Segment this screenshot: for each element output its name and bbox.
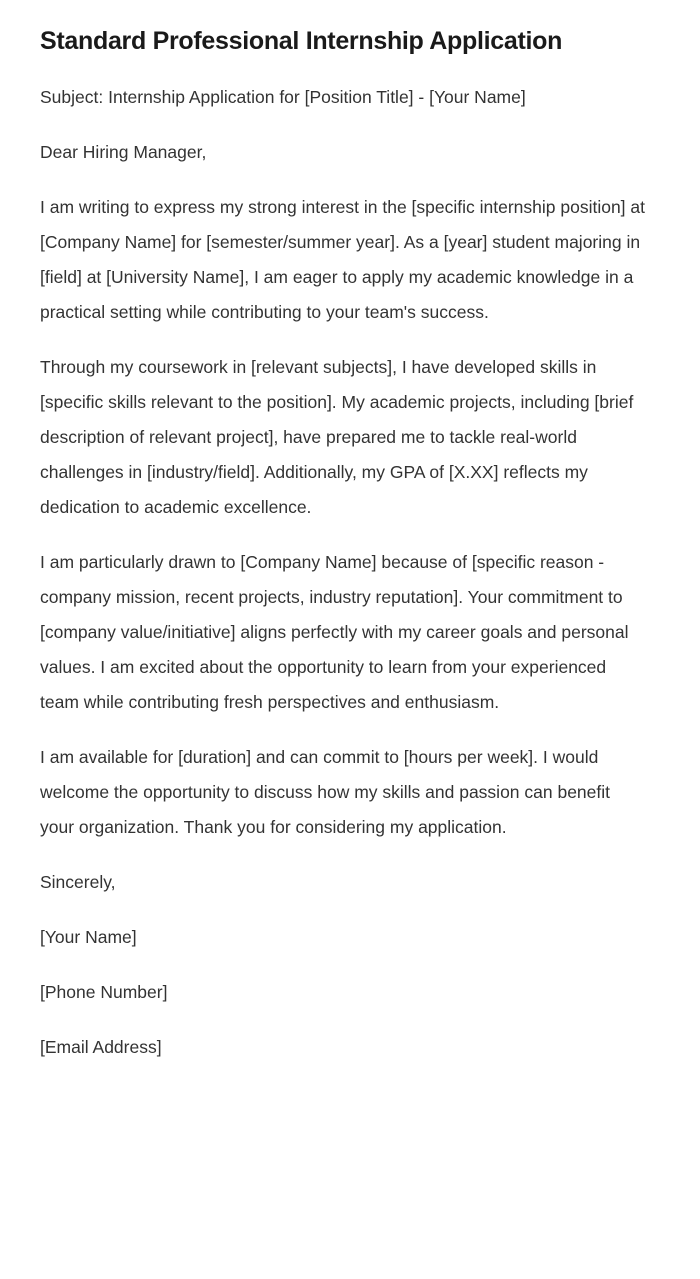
signature-phone: [Phone Number] <box>40 982 168 1002</box>
subject-line: Subject: Internship Application for [Position Title] - [Your Name] <box>40 87 526 107</box>
page-title: Standard Professional Internship Application <box>40 27 563 55</box>
signature-email: [Email Address] <box>40 1037 162 1057</box>
body-paragraph-company-interest: I am particularly drawn to [Company Name] because of [specific reason - company mission, recent projects, industry reputation]. Your commitment to [company value/initiative] aligns perfectly with my career goals and personal values. I am excited about the opportunity to learn from your experienced team while contributing fresh perspectives and enthusiasm. <box>40 552 629 712</box>
body-paragraph-intro: I am writing to express my strong interest in the [specific internship position] at [Company Name] for [semester/summer year]. As a [year] student majoring in [field] at [University Name], I am eager to apply my academic knowledge in a practical setting while contributing to your team's success. <box>40 197 645 322</box>
salutation: Dear Hiring Manager, <box>40 142 207 162</box>
signature-name: [Your Name] <box>40 927 137 947</box>
body-paragraph-availability: I am available for [duration] and can commit to [hours per week]. I would welcome the opportunity to discuss how my skills and passion can benefit your organization. Thank you for considering my application. <box>40 747 611 837</box>
body-paragraph-qualifications: Through my coursework in [relevant subjects], I have developed skills in [specific skills relevant to the position]. My academic projects, including [brief description of relevant project], have prepared me to tackle real-world challenges in [industry/field]. Additionally, my GPA of [X.XX] reflects my dedication to academic excellence. <box>40 357 634 517</box>
closing: Sincerely, <box>40 872 116 892</box>
